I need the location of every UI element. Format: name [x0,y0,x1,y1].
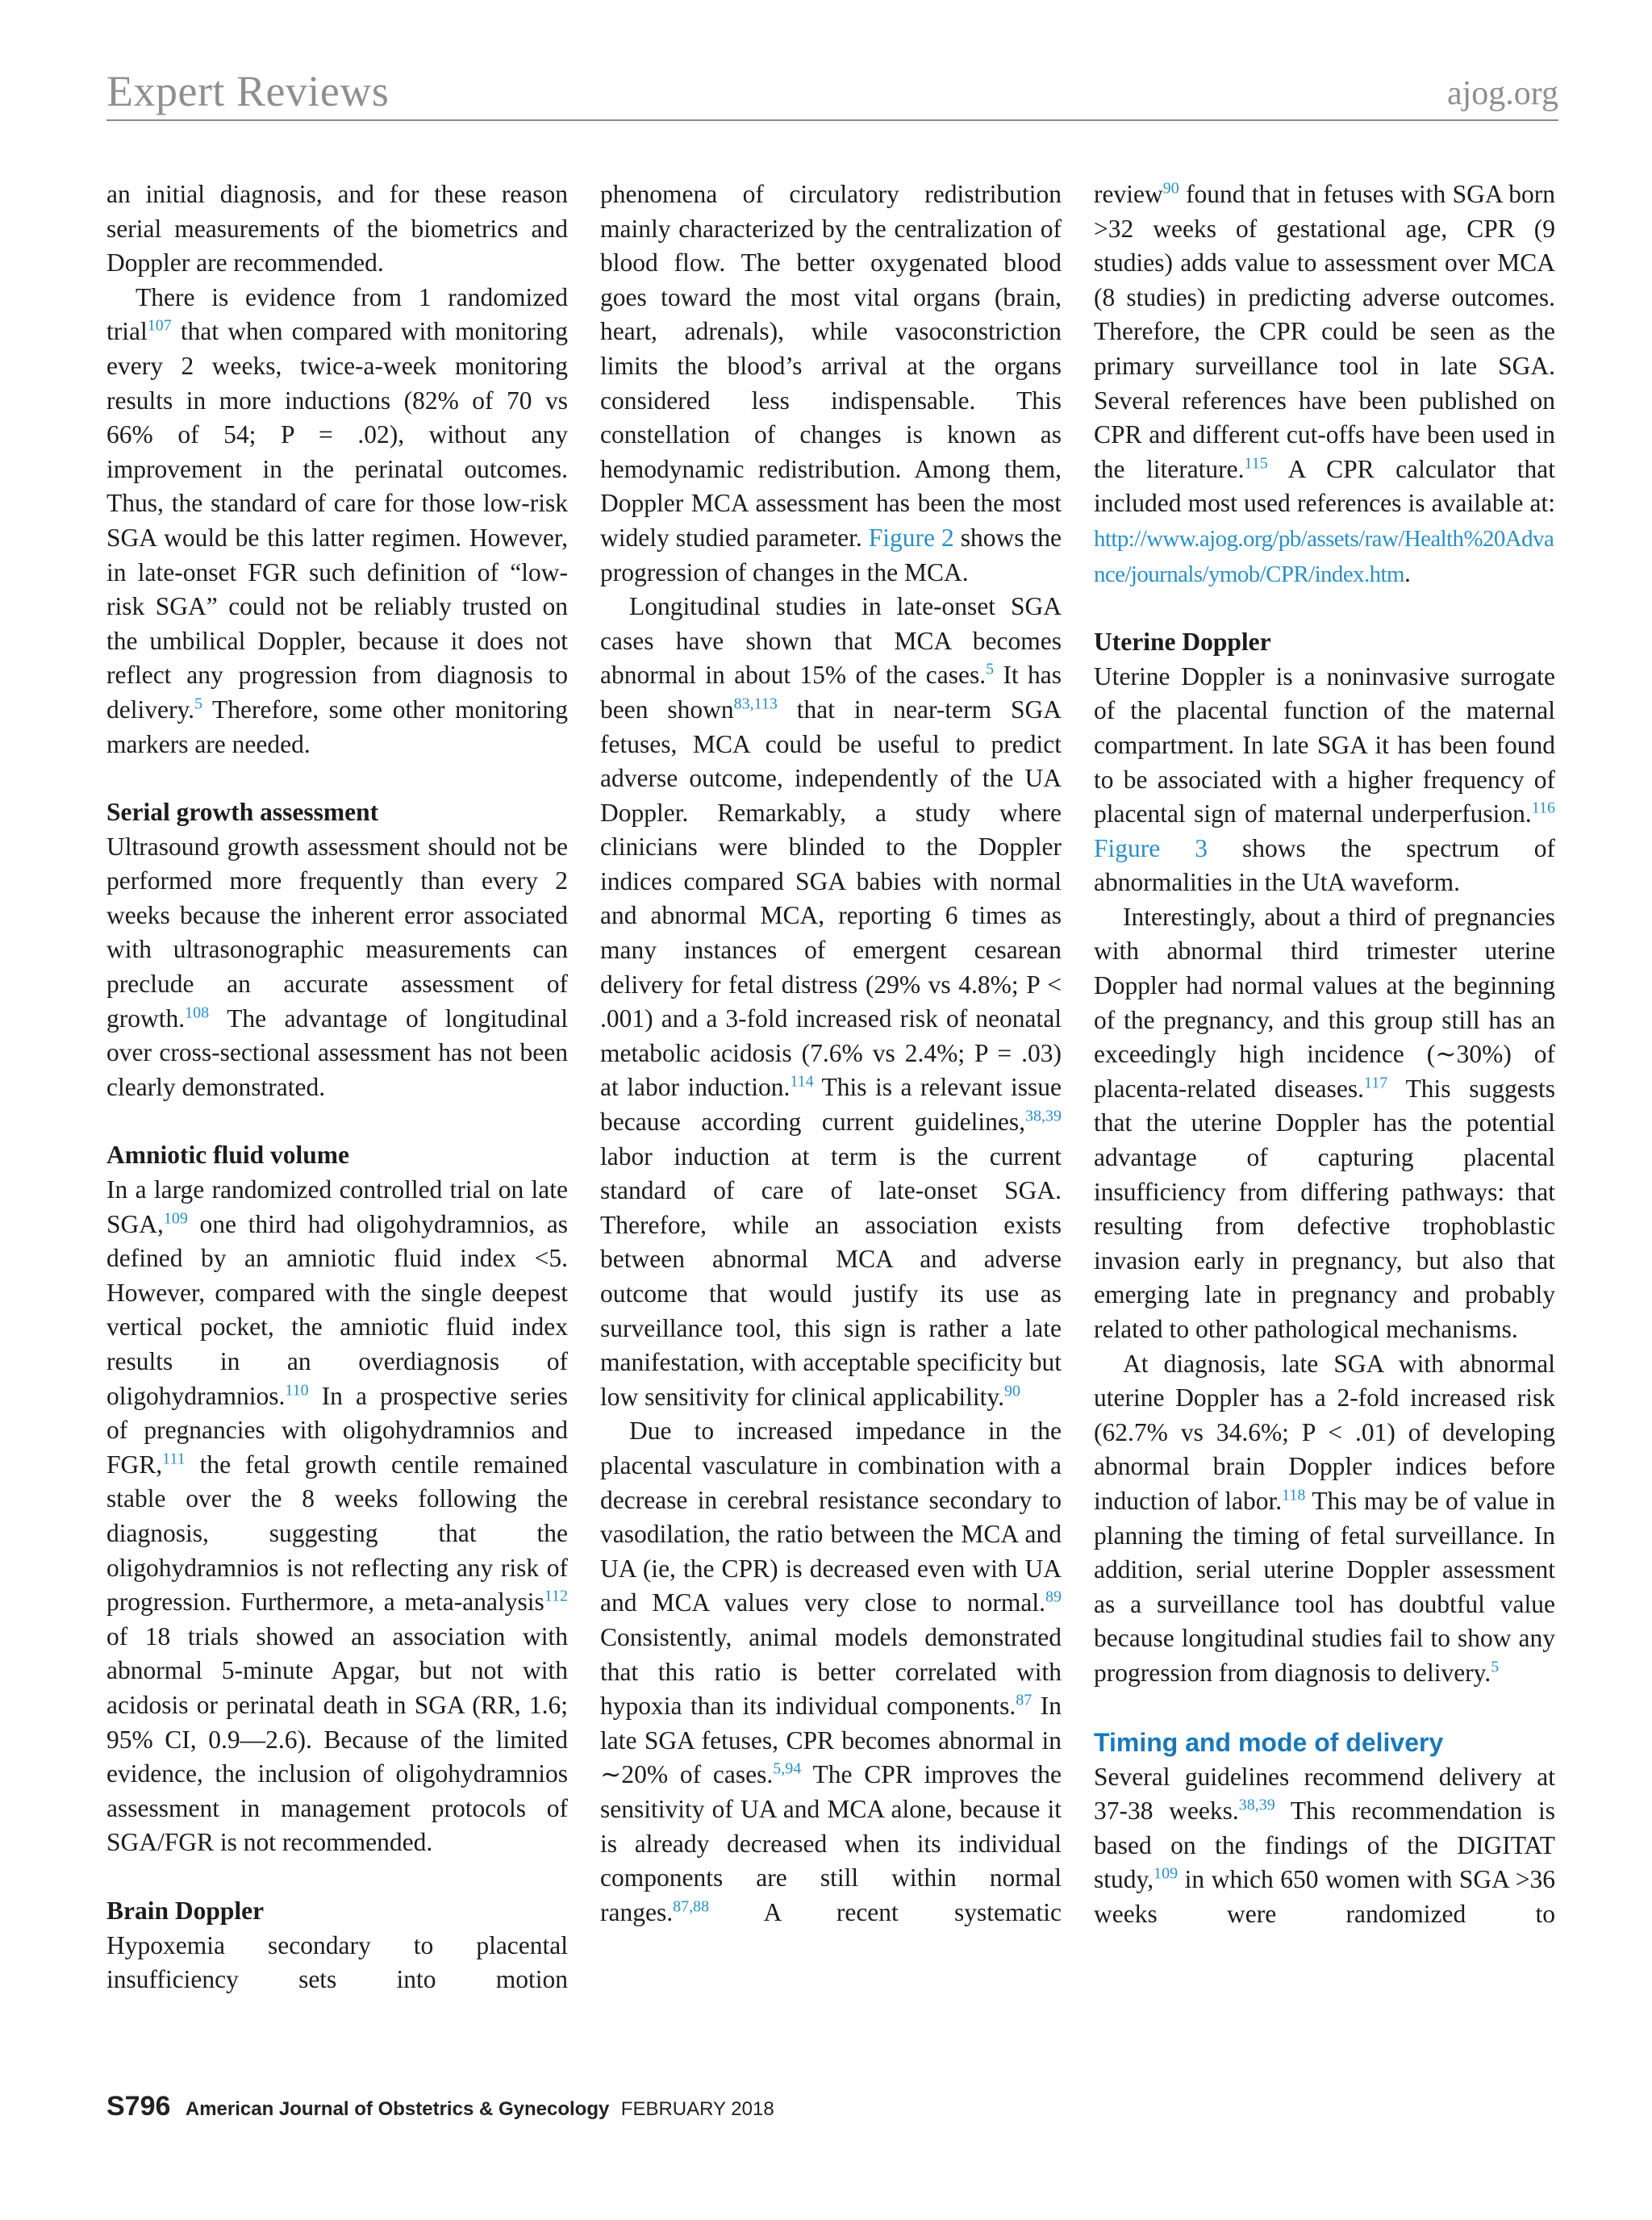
column-3 [1094,177,1555,1932]
column-1 [106,177,568,1997]
section-heading: Timing and mode of delivery [1094,1727,1444,1757]
paragraph: Uterine Doppler is a noninvasive surrogate of the placental function of the maternal compartment. In late SGA it has been found to be associated with a higher frequency of placental sign of maternal underperfusion.$^{116}$ Figure 3 shows the spectrum of abnormalities in the UtA waveform. [1094,661,1556,897]
paragraph: Hypoxemia secondary to placental insufficiency sets into motion [106,1930,568,1994]
reference-link[interactable]: 110 [285,1381,309,1400]
subsection-heading: Serial growth assessment [106,798,379,827]
reference-link[interactable]: 108 [185,1004,210,1022]
issue-date: FEBRUARY 2018 [620,2098,774,2120]
reference-link[interactable]: 111 [162,1450,186,1468]
paragraph: review$^{90}$ found that in fetuses with SGA born >32 weeks of gestational age, CPR (9 studies) adds value to assessment over MCA (8 studies) in predicting adverse outcomes. Therefore, the CPR could be seen as the primary surveillance tool in late SGA. Several references have been published on CPR and different cut-offs have been used in the literature.$^{115}$ A CPR calculator that included most used references is available at: http://www.ajog.org/pb/assets/raw/Health%20Advance/journals/ymob/CPR/index.htm. [1094,179,1556,587]
reference-link[interactable]: 83,113 [733,695,778,713]
paragraph: Several guidelines recommend delivery at 37-38 weeks.$^{38,39}$ This recommendation is based on the findings of the DIGITAT study,$^{109}$ in which 650 women with SGA >36 weeks were randomized to [1094,1762,1555,1928]
reference-link[interactable]: 90 [1162,179,1179,198]
reference-link[interactable]: 5 [194,695,203,713]
reference-link[interactable]: 5,94 [773,1759,802,1778]
reference-link[interactable]: 112 [544,1587,568,1605]
reference-link[interactable]: 87,88 [673,1897,710,1916]
journal-name: American Journal of Obstetrics & Gynecology [185,2098,610,2120]
section-title: Expert Reviews [106,67,390,115]
reference-link[interactable]: 107 [147,316,172,335]
subsection-heading: Amniotic fluid volume [106,1141,350,1170]
journal-site-link[interactable]: ajog.org [1446,75,1558,112]
column-2 [600,177,1062,1930]
paragraph: In a large randomized controlled trial on late SGA,$^{109}$ one third had oligohydramnios, as defined by an amniotic fluid index <5. However, compared with the single deepest vertical pocket, the amniotic fluid index results in an overdiagnosis of oligohydramnios.$^{110}$ In a prospective series of pregnancies with oligohydramnios and FGR,$^{111}$ the fetal growth centile remained stable over the 8 weeks following the diagnosis, suggesting that the oligohydramnios is not reflecting any risk of progression. Furthermore, a meta-analysis$^{112}$ of 18 trials showed an association with abnormal 5-minute Apgar, but not with acidosis or perinatal death in SGA (RR, 1.6; 95% CI, 0.9—2.6). Because of the limited evidence, the inclusion of oligohydramnios assessment in management protocols of SGA/FGR is not recommended. [106,1175,568,1857]
reference-link[interactable]: 5 [1491,1658,1500,1676]
cpr-calculator-link[interactable]: http://www.ajog.org/pb/assets/raw/Health%20Advance/journals/ymob/CPR/index.htm [1094,525,1554,587]
paragraph: Due to increased impedance in the placental vasculature in combination with a decrease in cerebral resistance secondary to vasodilation, the ratio between the MCA and UA (ie, the CPR) is decreased even with UA and MCA values very close to normal.$^{89}$ Consistently, animal models demonstrated that this ratio is better correlated with hypoxia than its individual components.$^{87}$ In late SGA fetuses, CPR becomes abnormal in ∼20% of cases.$^{5,94}$ The CPR improves the sensitivity of UA and MCA alone, because it is already decreased when its individual components are still within normal ranges.$^{87,88}$ A recent systematic [600,1417,1062,1926]
paragraph: Longitudinal studies in late-onset SGA cases have shown that MCA becomes abnormal in about 15% of the cases.$^5$ It has been shown$^{83,113}$ that in near-term SGA fetuses, MCA could be useful to predict adverse outcome, independently of the UA Doppler. Remarkably, a study where clinicians were blinded to the Doppler indices compared SGA babies with normal and abnormal MCA, reporting 6 times as many instances of emergent cesarean delivery for fetal distress (29% vs 4.8%; P < .001) and a 3-fold increased risk of neonatal metabolic acidosis (7.6% vs 2.4%; P = .03) at labor induction.$^{114}$ This is a relevant issue because according current guidelines,$^{38,39}$ labor induction at term is the current standard of care of late-onset SGA. Therefore, while an association exists between abnormal MCA and adverse outcome that would justify its use as surveillance tool, this sign is rather a late manifestation, with acceptable specificity but low sensitivity for clinical applicability.$^{90}$ [600,592,1062,1411]
reference-link[interactable]: 87 [1016,1691,1032,1709]
paragraph: an initial diagnosis, and for these reason serial measurements of the biometrics and Doppler are recommended. [106,180,568,278]
reference-link[interactable]: 89 [1045,1588,1062,1606]
paragraph: There is evidence from 1 randomized trial$^{107}$ that when compared with monitoring every 2 weeks, twice-a-week monitoring results in more inductions (82% of 70 vs 66% of 54; P = .02), without any improvement in the perinatal outcomes. Thus, the standard of care for those low-risk SGA would be this latter regimen. However, in late-onset FGR such definition of “low-risk SGA” could not be reliably trusted on the umbilical Doppler, because it does not reflect any progression from diagnosis to delivery.$^5$ Therefore, some other monitoring markers are needed. [106,282,568,758]
spacer [1094,1691,1555,1725]
figure-link[interactable]: Figure 3 [1094,833,1208,862]
spacer [106,1104,568,1138]
reference-link[interactable]: 109 [1153,1864,1179,1883]
reference-link[interactable]: 38,39 [1025,1107,1062,1125]
spacer [106,762,568,795]
spacer [106,1860,568,1894]
subsection-heading: Brain Doppler [106,1896,265,1925]
reference-link[interactable]: 114 [790,1072,814,1091]
subsection-heading: Uterine Doppler [1094,628,1271,657]
reference-link[interactable]: 117 [1363,1074,1388,1092]
reference-link[interactable]: 109 [163,1209,188,1228]
reference-link[interactable]: 115 [1244,454,1268,473]
reference-link[interactable]: 118 [1282,1486,1306,1504]
reference-link[interactable]: 116 [1531,799,1555,817]
paragraph: Ultrasound growth assessment should not be performed more frequently than every 2 weeks because the inherent error associated with ultrasonographic measurements can preclude an accurate assessment of growth.$^{108}$ The advantage of longitudinal over cross-sectional assessment has not been clearly demonstrated. [106,832,568,1101]
page-header [106,66,1558,124]
paragraph: At diagnosis, late SGA with abnormal uterine Doppler has a 2-fold increased risk (62.7% vs 34.6%; P < .01) of developing abnormal brain Doppler indices before induction of labor.$^{118}$ This may be of value in planning the timing of fetal surveillance. In addition, serial uterine Doppler assessment as a surveillance tool has doubtful value because longitudinal studies fail to show any progression from diagnosis to delivery.$^5$ [1094,1349,1555,1687]
page-footer [106,2091,774,2131]
page-number: S796 [106,2091,171,2122]
paragraph: phenomena of circulatory redistribution mainly characterized by the centralization of blood flow. The better oxygenated blood goes toward the most vital organs (brain, heart, adrenals), while vasoconstriction limits the blood’s arrival at the organs considered less indispensable. This constellation of changes is known as hemodynamic redistribution. Among them, Doppler MCA assessment has been the most widely studied parameter. Figure 2 shows the progression of changes in the MCA. [600,180,1062,586]
figure-link[interactable]: Figure 2 [868,523,954,552]
paragraph: Interestingly, about a third of pregnancies with abnormal third trimester uterine Doppler had normal values at the beginning of the pregnancy, and this group still has an exceedingly high incidence (∼30%) of placenta-related diseases.$^{117}$ This suggests that the uterine Doppler has the potential advantage of capturing placental insufficiency from differing pathways: that resulting from defective trophoblastic invasion early in pregnancy, but also that emerging late in pregnancy and probably related to other pathological mechanisms. [1094,902,1555,1343]
reference-link[interactable]: 5 [986,660,995,678]
reference-link[interactable]: 90 [1003,1382,1020,1400]
header-divider [106,119,1558,121]
spacer [1094,591,1555,625]
reference-link[interactable]: 38,39 [1238,1796,1275,1814]
